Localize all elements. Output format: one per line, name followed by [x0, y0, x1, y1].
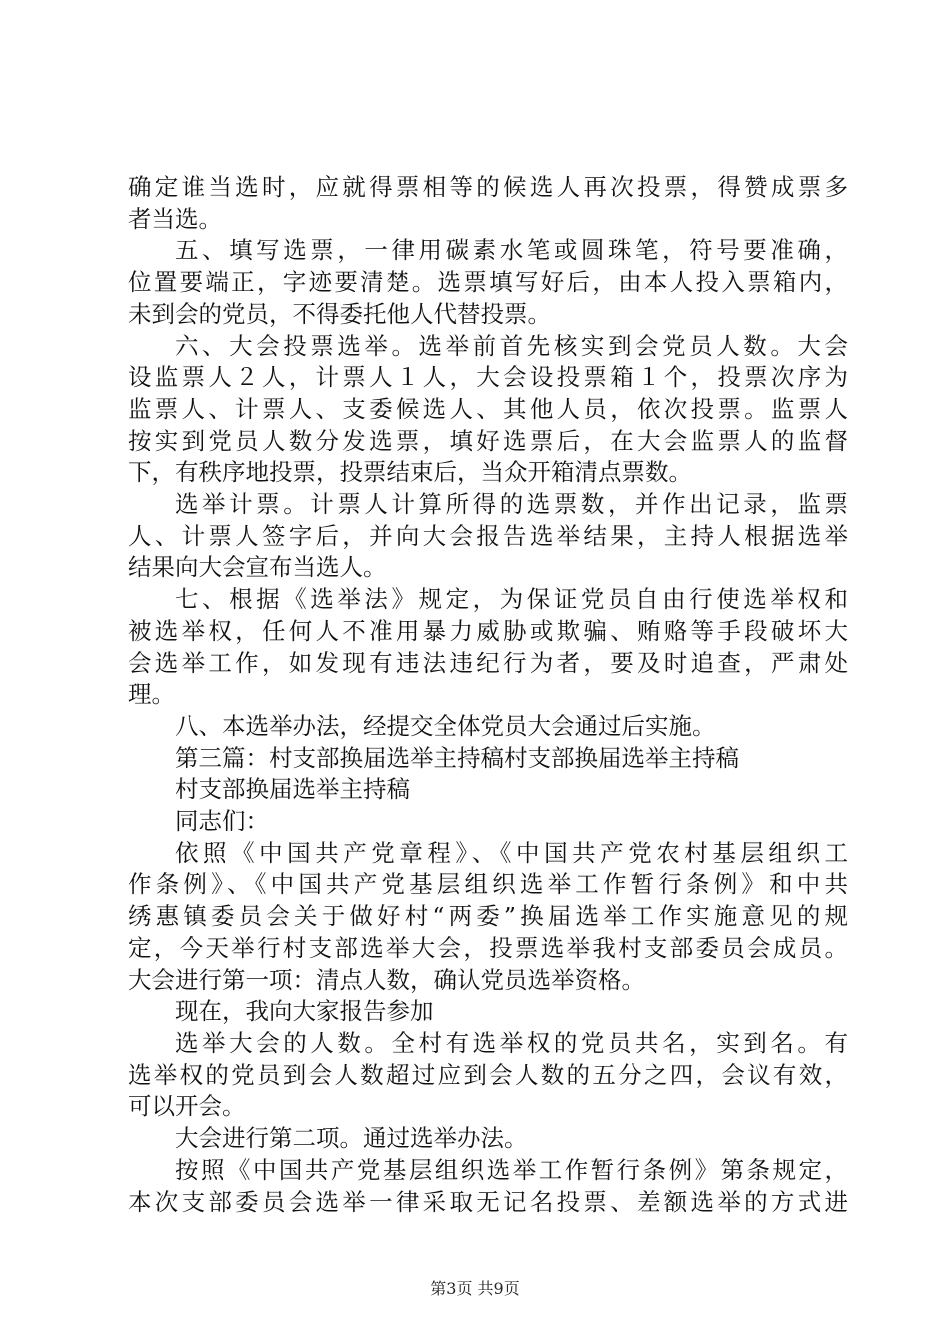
text-line: 大会进行第二项。通过选举办法。	[175, 1124, 528, 1153]
text-line: 选举权的党员到会人数超过应到会人数的五分之四，会议有效，	[128, 1060, 848, 1089]
text-line: 者当选。	[128, 204, 222, 233]
text-line: 被选举权，任何人不准用暴力威胁或欺骗、贿赂等手段破坏大	[128, 616, 848, 645]
text-line: 结果向大会宣布当选人。	[128, 553, 387, 582]
document-body	[128, 172, 848, 1218]
text-line: 六、大会投票选举。选举前首先核实到会党员人数。大会	[175, 331, 848, 360]
text-line: 依照《中国共产党章程》、《中国共产党农村基层组织工	[175, 838, 848, 867]
text-line: 设监票人２人，计票人１人，大会设投票箱１个，投票次序为	[128, 363, 848, 392]
text-line: 本次支部委员会选举一律采取无记名投票、差额选举的方式进	[128, 1187, 848, 1216]
text-line: 人、计票人签字后，并向大会报告选举结果，主持人根据选举	[128, 521, 848, 550]
text-line: 未到会的党员，不得委托他人代替投票。	[128, 299, 551, 328]
text-line: 第三篇：村支部换届选举主持稿村支部换届选举主持稿	[175, 743, 739, 772]
text-line: 理。	[128, 680, 175, 709]
text-line: 位置要端正，字迹要清楚。选票填写好后，由本人投入票箱内，	[128, 268, 848, 297]
text-line: 确定谁当选时，应就得票相等的候选人再次投票，得赞成票多	[128, 173, 848, 201]
text-line: 按实到党员人数分发选票，填好选票后，在大会监票人的监督	[128, 426, 848, 455]
text-line: 会选举工作，如发现有违法违纪行为者，要及时追查，严肃处	[128, 648, 848, 677]
text-line: 五、填写选票，一律用碳素水笔或圆珠笔，符号要准确，	[175, 236, 848, 265]
text-line: 选举计票。计票人计算所得的选票数，并作出记录，监票	[175, 490, 848, 519]
text-line: 现在，我向大家报告参加	[175, 997, 434, 1026]
text-line: 作条例》、《中国共产党基层组织选举工作暂行条例》和中共	[128, 870, 848, 899]
text-line: 八、本选举办法，经提交全体党员大会通过后实施。	[175, 711, 716, 740]
text-line: 选举大会的人数。全村有选举权的党员共名，实到名。有	[175, 1028, 848, 1057]
text-line: 定，今天举行村支部选举大会，投票选举我村支部委员会成员。	[128, 933, 848, 962]
text-line: 村支部换届选举主持稿	[175, 775, 410, 804]
text-line: 监票人、计票人、支委候选人、其他人员，依次投票。监票人	[128, 394, 848, 423]
page-footer: 第3页 共9页	[430, 1279, 520, 1298]
text-line: 同志们：	[175, 807, 269, 836]
text-line: 可以开会。	[128, 1092, 246, 1121]
text-line: 按照《中国共产党基层组织选举工作暂行条例》第条规定，	[175, 1155, 848, 1184]
text-line: 大会进行第一项：清点人数，确认党员选举资格。	[128, 965, 645, 994]
text-line: 下，有秩序地投票，投票结束后，当众开箱清点票数。	[128, 458, 692, 487]
text-line: 绣惠镇委员会关于做好村“两委”换届选举工作实施意见的规	[128, 902, 848, 931]
text-line: 七、根据《选举法》规定，为保证党员自由行使选举权和	[175, 585, 848, 614]
